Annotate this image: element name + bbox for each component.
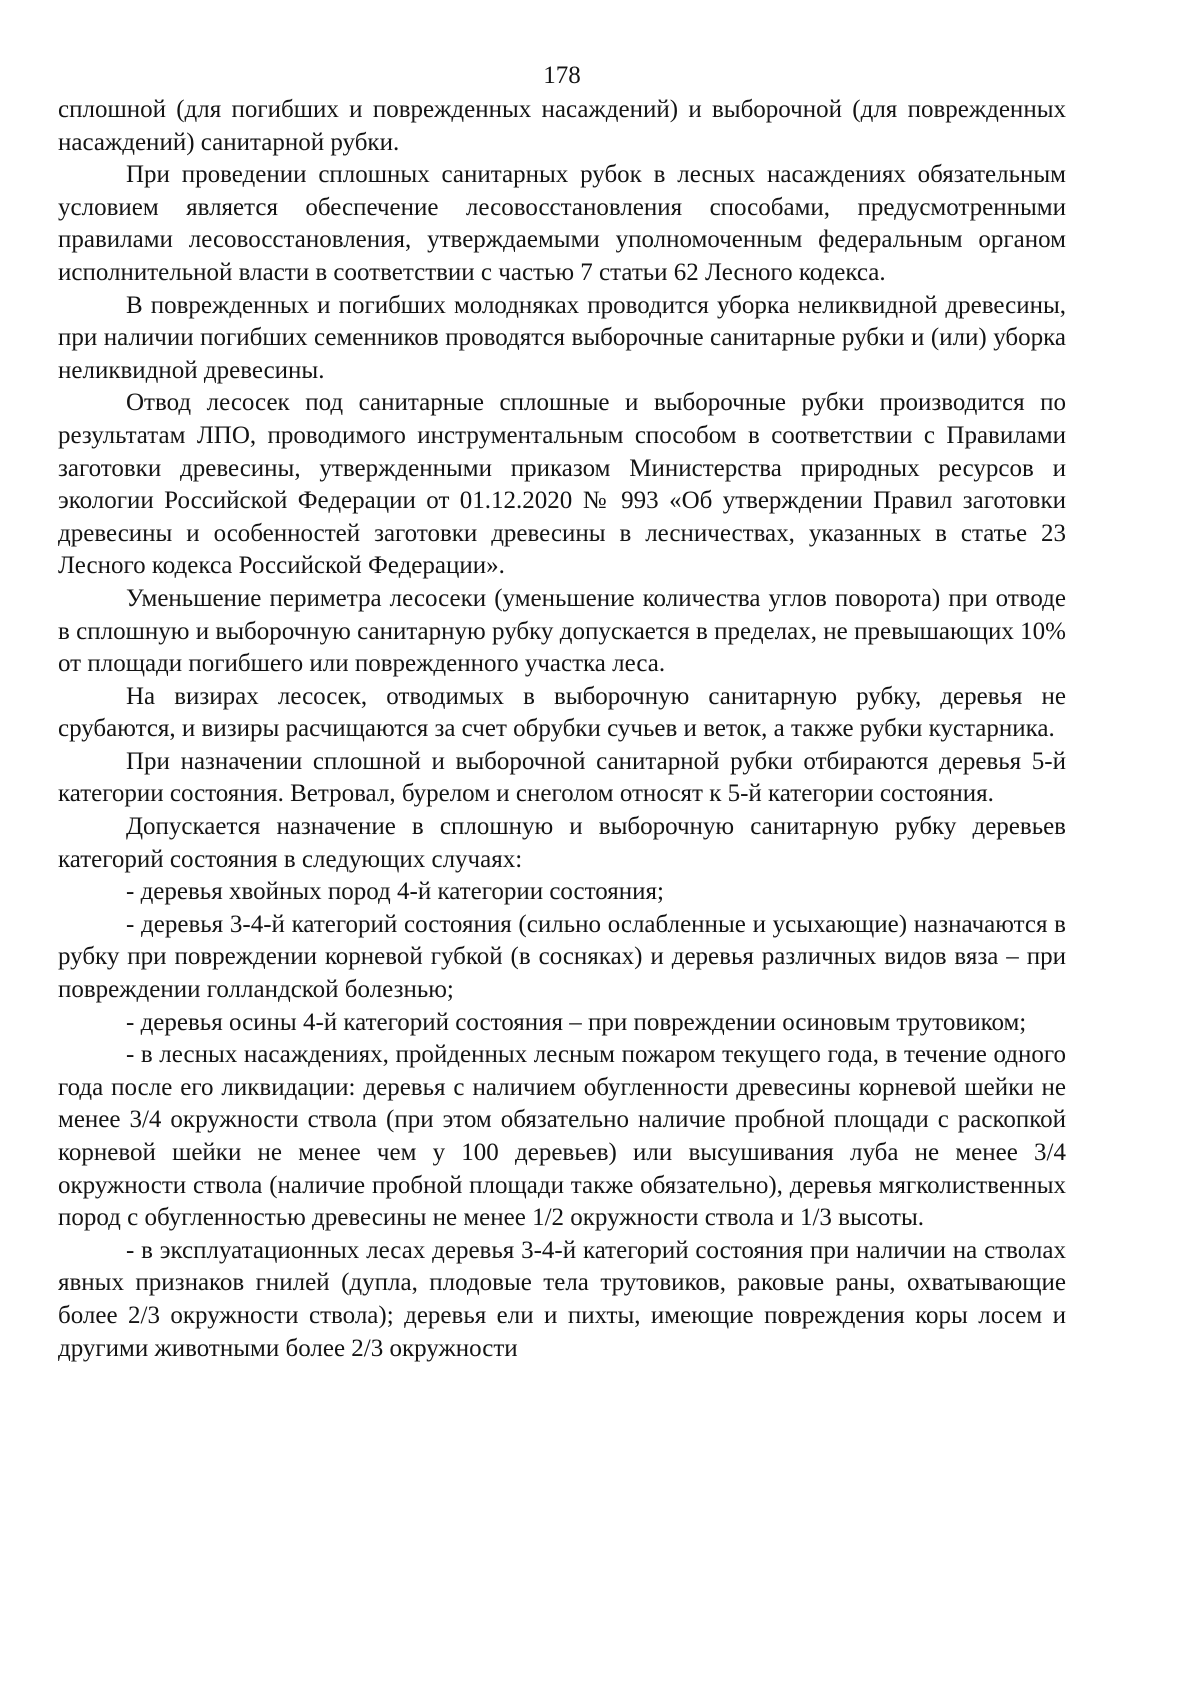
paragraph: На визирах лесосек, отводимых в выборочную санитарную рубку, деревья не срубаются, и визиры расчищаются за счет обрубки сучьев и веток, а также рубки кустарника.	[58, 682, 1066, 743]
paragraph: - в эксплуатационных лесах деревья 3-4-й категорий состояния при наличии на стволах явных признаков гнилей (дупла, плодовые тела трутовиков, раковые раны, охватывающие более 2/3 окружности ствола); деревья ели и пихты, имеющие повреждения коры лосем и другими животными более 2/3 окружности	[58, 1236, 1066, 1362]
paragraph: - деревья хвойных пород 4-й категории состояния;	[126, 878, 664, 906]
document-page	[58, 60, 1066, 1365]
paragraph: Уменьшение периметра лесосеки (уменьшение количества углов поворота) при отводе в сплошную и выборочную санитарную рубку допускается в пределах, не превышающих 10% от площади погибшего или поврежденного участка леса.	[58, 584, 1066, 678]
page-number: 178	[543, 62, 581, 89]
paragraph: - в лесных насаждениях, пройденных лесным пожаром текущего года, в течение одного года после его ликвидации: деревья с наличием обугленности древесины корневой шейки не менее 3/4 окружности ствола (при этом обязательно наличие пробной площади с раскопкой корневой шейки не менее чем у 100 деревьев) или высушивания луба не менее 3/4 окружности ствола (наличие пробной площади также обязательно), деревья мягколиственных пород с обугленностью древесины не менее 1/2 окружности ствола и 1/3 высоты.	[58, 1041, 1066, 1232]
paragraph: Допускается назначение в сплошную и выборочную санитарную рубку деревьев категорий состояния в следующих случаях:	[58, 813, 1066, 873]
paragraph: При проведении сплошных санитарных рубок в лесных насаждениях обязательным условием является обеспечение лесовосстановления способами, предусмотренными правилами лесовосстановления, утверждаемыми уполномоченным федеральным органом исполнительной власти в соответствии с частью 7 статьи 62 Лесного кодекса.	[58, 161, 1066, 286]
body-text	[58, 94, 1066, 1365]
paragraph: - деревья 3-4-й категорий состояния (сильно ослабленные и усыхающие) назначаются в рубку при повреждении корневой губкой (в сосняках) и деревья различных видов вяза – при повреждении голландской болезнью;	[58, 910, 1066, 1004]
paragraph: сплошной (для погибших и поврежденных насаждений) и выборочной (для поврежденных насаждений) санитарной рубки.	[58, 96, 1066, 156]
paragraph: В поврежденных и погибших молодняках проводится уборка неликвидной древесины, при наличии погибших семенников проводятся выборочные санитарные рубки и (или) уборка неликвидной древесины.	[58, 291, 1066, 384]
paragraph: - деревья осины 4-й категорий состояния – при повреждении осиновым трутовиком;	[126, 1008, 1027, 1036]
paragraph: При назначении сплошной и выборочной санитарной рубки отбираются деревья 5-й категории состояния. Ветровал, бурелом и снеголом относят к 5-й категории состояния.	[58, 747, 1066, 808]
paragraph: Отвод лесосек под санитарные сплошные и выборочные рубки производится по результатам ЛПО, проводимого инструментальным способом в соответствии с Правилами заготовки древесины, утвержденными приказом Министерства природных ресурсов и экологии Российской Федерации от 01.12.2020 № 993 «Об утверждении Правил заготовки древесины и особенностей заготовки древесины в лесничествах, указанных в статье 23 Лесного кодекса Российской Федерации».	[58, 389, 1066, 580]
